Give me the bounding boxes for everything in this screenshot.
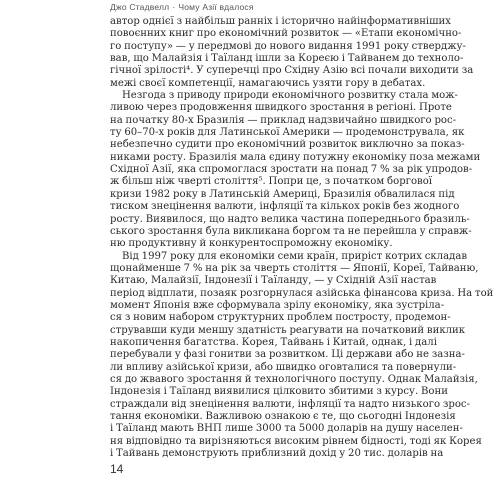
text-line: момент Японія вже сформувала зрілу економіку, яка зустріла-	[110, 299, 445, 311]
text-line: вав, що Малайзія і Таїланд ішли за Кореєю і Тайванем до техноло-	[110, 53, 464, 65]
text-line: Незгода з приводу природи економічного розвитку стала мож-	[122, 90, 458, 102]
page-number: 14	[110, 462, 124, 476]
running-head-separator: ·	[172, 2, 176, 12]
text-line: і Таїланд мають ВНП лише 3000 та 5000 доларів на душу населен-	[110, 423, 463, 435]
text-line: страждали від знецінення валюти, інфляції та надто низького зрос-	[110, 398, 470, 410]
text-line: ня відповідно та вирізняються високим рівнем бідності, тоді як Корея	[110, 435, 482, 447]
running-head-author: Джо Стадвелл	[110, 2, 170, 12]
body-text	[110, 16, 494, 460]
text-line: струвавши куди меншу здатність реагувати на початковий виклик	[110, 324, 466, 336]
text-line: тання економіки. Важливою ознакою є те, що сьогодні Індонезія	[110, 411, 456, 422]
text-line: небезпечно судити про економічний розвиток виключно за показ-	[110, 139, 465, 151]
text-line: межі своєї компетенції, намагаючись узяти гору в дебатах.	[110, 77, 426, 89]
text-line: на початку 80-х Бразилія — приклад надзвичайно швидкого рос-	[110, 114, 457, 126]
text-line: накопичення багатства. Корея, Тайвань і Китай, однак, і далі	[110, 336, 437, 348]
text-line: ського зростання була викликана боргом та не перейшла у справж-	[110, 225, 472, 237]
text-line: Східної Азії, яка спромоглася зростати на понад 7 % за рік упродов-	[110, 164, 473, 176]
text-line: і Тайвань демонструють приблизний дохід у 20 тис. доларів на	[110, 448, 444, 460]
text-line: ли впливу азійської кризи, або швидко оговталися та повернули-	[110, 361, 457, 373]
text-line: Китаю, Малайзії, Індонезії і Таїланду, — у Східній Азії настав	[110, 275, 437, 287]
text-line: ту 60–70-х років для Латинської Америки — продемонструвала, як	[110, 127, 465, 139]
text-line: ливою через продовження швидкого зростання в регіоні. Проте	[110, 102, 452, 114]
text-line: ся до жвавого зростання й технологічного поступу. Однак Малайзія,	[110, 373, 478, 385]
text-line: перебували у фазі гонитви за розвитком. Ці держави або не зазна-	[110, 349, 465, 361]
text-line: період відплати, позаяк розгорнулася азійська фінансова криза. На той	[110, 287, 494, 299]
text-line: росту. Виявилося, що надто велика частина попереднього бразиль-	[110, 213, 470, 225]
text-line: ж більш ніж чверті століття⁵. Попри це, з початком боргової	[110, 176, 433, 188]
text-line: щонайменше 7 % на рік за чверть століття — Японії, Кореї, Тайваню,	[110, 262, 479, 274]
text-line: гічної зрілості⁴. У суперечці про Східну Азію всі почали виходити за	[110, 65, 474, 77]
text-line: повоєнних книг про економічний розвиток — «Етапи економічно-	[110, 28, 462, 40]
text-line: тиском знецінення валюти, інфляції та кількох років без жодного	[110, 201, 460, 213]
running-head	[110, 2, 254, 12]
text-line: ню продуктивну й конкурентоспроможну економіку.	[110, 238, 393, 250]
running-head-title: Чому Азії вдалося	[178, 2, 254, 12]
text-line: кризи 1982 року в Латинській Америці, Бразилія обвалилася під	[110, 188, 455, 200]
text-line: го поступу» — у передмові до нового видання 1991 року стверджу-	[110, 40, 466, 52]
text-line: автор однієї з найбільш ранніх і історично найінформативніших	[110, 16, 451, 27]
text-line: ся з новим набором структурних проблем постросту, продемон-	[110, 312, 451, 324]
text-line: Від 1997 року для економіки семи країн, приріст котрих складав	[122, 250, 468, 262]
text-line: никами росту. Бразилія мала єдину потужну економіку поза межами	[110, 151, 481, 163]
text-line: Індонезія і Таїланд виявилися цілковито збитими з курсу. Вони	[110, 386, 448, 398]
